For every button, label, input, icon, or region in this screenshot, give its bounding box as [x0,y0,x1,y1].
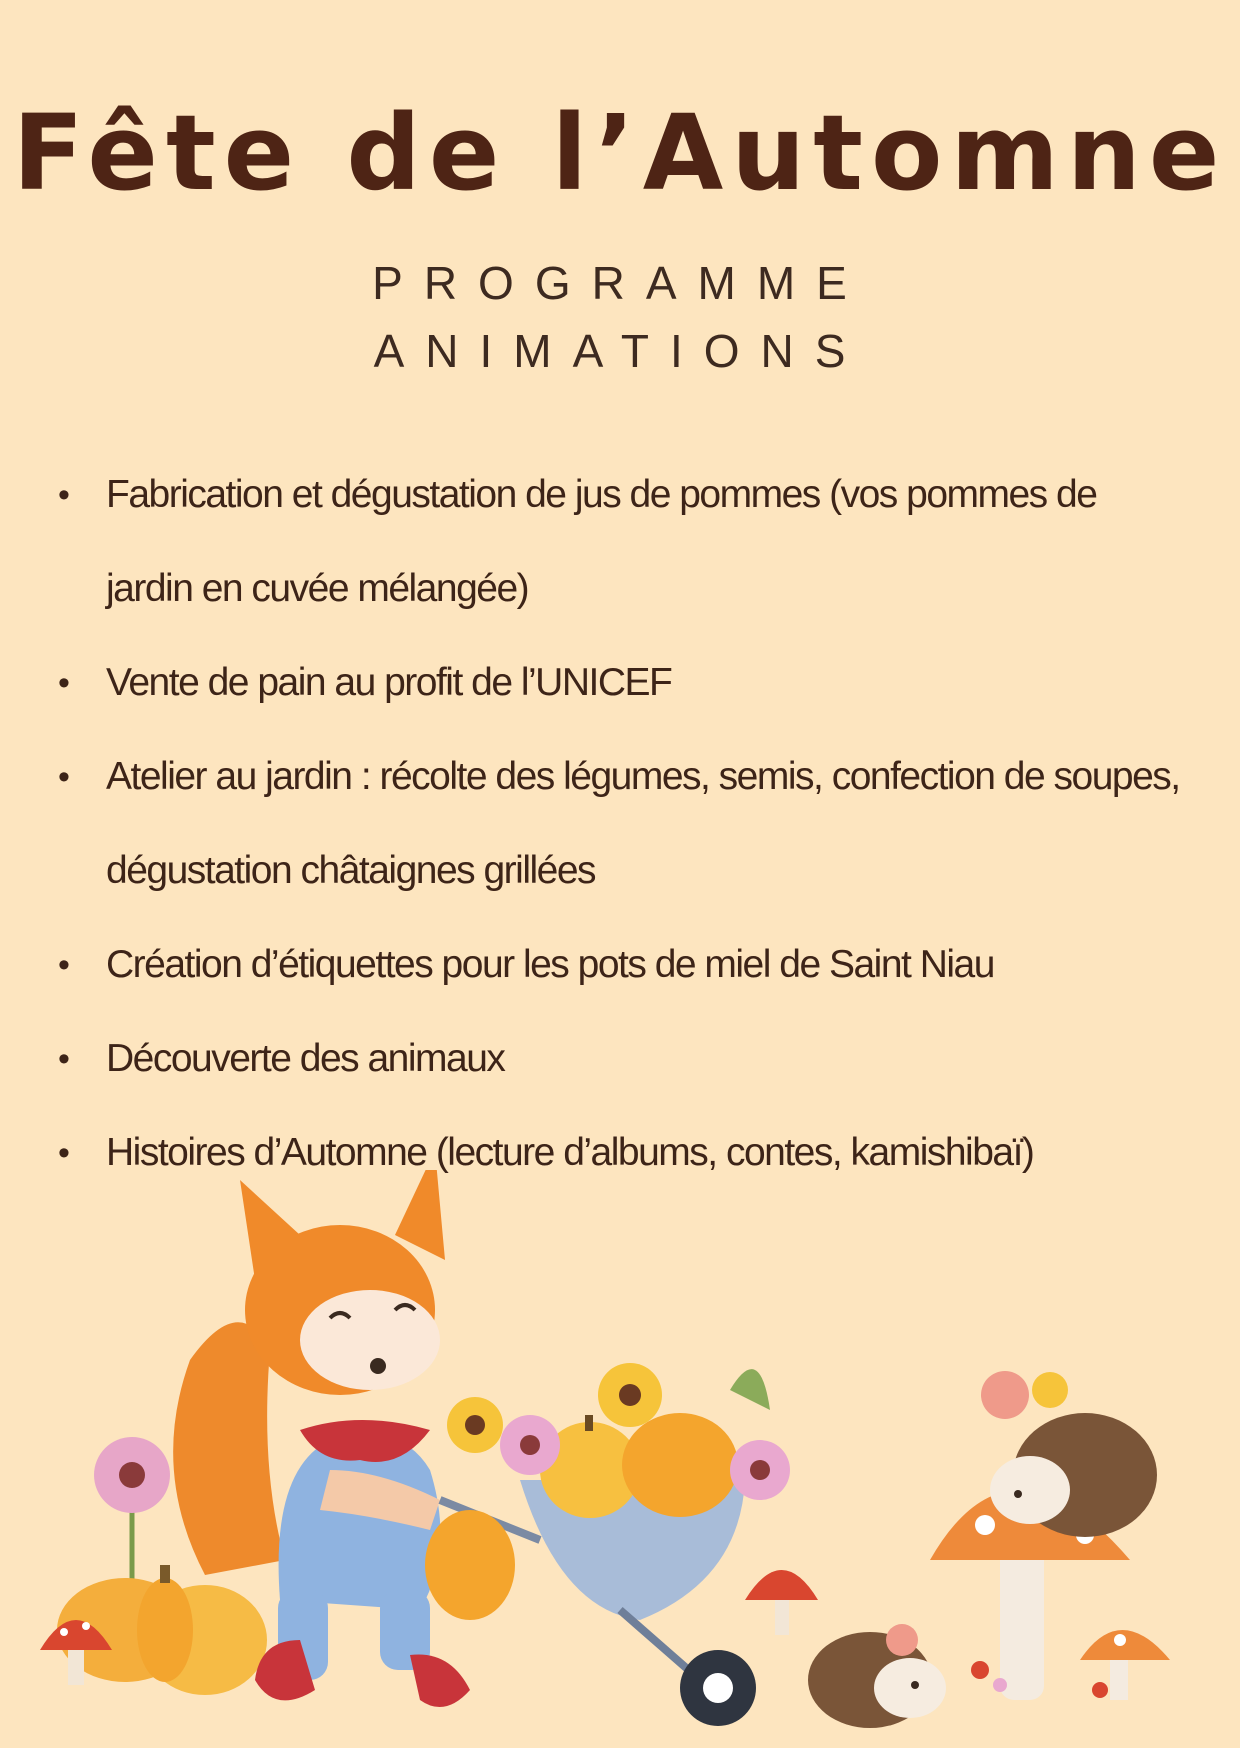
list-item: • Découverte des animaux [58,1012,1188,1106]
list-item: • Vente de pain au profit de l’UNICEF [58,636,1188,730]
page-title: Fête de l’Automne [12,92,1228,214]
list-item: • Création d’étiquettes pour les pots de miel de Saint Niau [58,918,1188,1012]
list-item: • Fabrication et dégustation de jus de pommes (vos pommes de jardin en cuvée mélangée) [58,448,1188,636]
autumn-illustration [0,1170,1240,1748]
subtitle-animations: ANIMATIONS [373,325,867,377]
list-item: • Atelier au jardin : récolte des légumes, semis, confection de soupes, dégustation châtaignes grillées [58,730,1188,918]
program-list [58,448,1188,1200]
list-item: • Histoires d’Automne (lecture d’albums, contes, kamishibaï) [58,1106,1188,1200]
hedgehog-icon [981,1371,1157,1537]
mushroom-icon [745,1570,818,1635]
fox-icon [240,1170,470,1707]
hedgehog-icon [808,1624,946,1728]
pink-flower-icon [94,1437,170,1590]
subtitle-programme: PROGRAMME [372,257,868,309]
